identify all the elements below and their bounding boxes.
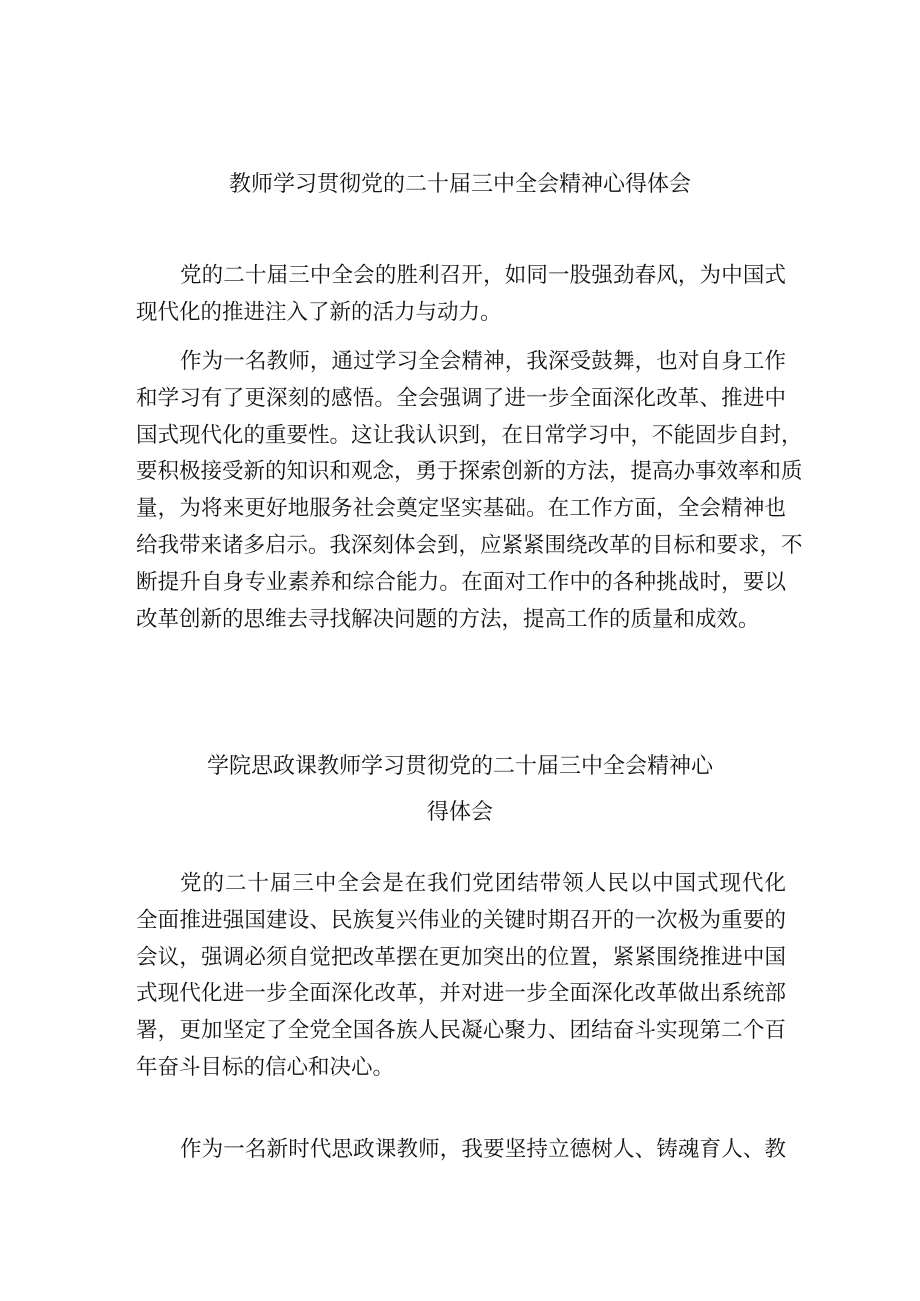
text-line: 式现代化进一步全面深化改革，并对进一步全面深化改革做出系统部 [136,981,786,1007]
section-2-paragraph-2 [136,1132,786,1169]
section-2-paragraph-1 [136,866,786,1087]
text-line: 全面推进强国建设、民族复兴伟业的关键时期召开的一次极为重要的 [136,907,786,933]
text-line: 党的二十届三中全会的胜利召开，如同一股强劲春风，为中国式 [180,263,786,288]
text-line: 署，更加坚定了全党全国各族人民凝心聚力、团结奋斗实现第二个百 [136,1018,786,1044]
text-line: 作为一名教师，通过学习全会精神，我深受鼓舞，也对自身工作 [180,349,786,374]
text-line: 量，为将来更好地服务社会奠定坚实基础。在工作方面，全会精神也 [136,496,786,522]
section-1-title-text: 教师学习贯彻党的二十届三中全会精神心得体会 [228,172,691,197]
text-line: 改革创新的思维去寻找解决问题的方法，提高工作的质量和成效。 [136,606,760,632]
text-line: 断提升自身专业素养和综合能力。在面对工作中的各种挑战时，要以 [136,569,786,595]
section-1-paragraph-2 [136,344,803,638]
text-line: 会议，强调必须自觉把改革摆在更加突出的位置，紧紧围绕推进中国 [136,944,786,970]
text-line: 国式现代化的重要性。这让我认识到，在日常学习中，不能固步自封， [136,422,803,448]
section-2-title-line-2: 得体会 [426,800,493,825]
section-2-title [0,744,920,836]
text-line: 作为一名新时代思政课教师，我要坚持立德树人、铸魂育人、教 [180,1137,786,1162]
text-line: 现代化的推进注入了新的活力与动力。 [136,299,502,325]
section-2-title-line-1: 学院思政课教师学习贯彻党的二十届三中全会精神心 [206,754,713,779]
text-line: 和学习有了更深刻的感悟。全会强调了进一步全面深化改革、推进中 [136,385,786,411]
section-1-paragraph-1 [136,258,786,332]
section-1-title [0,170,920,200]
text-line: 年奋斗目标的信心和决心。 [136,1054,395,1080]
text-line: 给我带来诸多启示。我深刻体会到，应紧紧围绕改革的目标和要求，不 [136,532,803,558]
text-line: 要积极接受新的知识和观念，勇于探索创新的方法，提高办事效率和质 [136,459,803,485]
text-line: 党的二十届三中全会是在我们党团结带领人民以中国式现代化 [180,871,786,896]
